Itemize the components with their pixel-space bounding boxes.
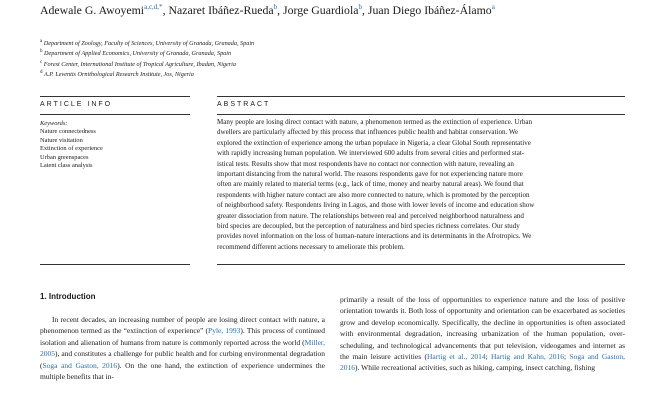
abstract-line: recommend different actions necessary to ameliorate this problem.	[217, 242, 405, 251]
author-name[interactable]: Jorge Guardiola	[283, 2, 359, 17]
abstract-line: dwellers are particularly affected by this process that influences public health and habitat conservation. We	[217, 128, 519, 137]
author-name[interactable]: Nazaret Ibáñez-Rueda	[168, 2, 274, 17]
abstract-line: bird species are decoupled, but the perception of naturalness and bird species richness correlates. Our study	[217, 222, 520, 231]
abstract-line: Many people are losing direct contact with nature, a phenomenon termed as the extinction of experience. Urban	[217, 118, 533, 126]
citation-link[interactable]: Miller, 2005	[40, 337, 325, 359]
affiliation-marker: a	[40, 39, 43, 44]
author-list	[40, 0, 640, 18]
abstract-line: important distancing from the natural world. The reasons respondents gave for not experiencing nature more	[217, 170, 523, 179]
body-text: ), and constitutes a challenge for public health and for curbing environmental degradation (	[40, 349, 325, 370]
body-text: In recent decades, an increasing number of people are losing direct contact with nature, a phenomenon termed as the “extinction of experience” (	[40, 315, 325, 336]
section-heading-introduction: 1. Introduction	[40, 292, 96, 301]
abstract-line: istical tests. Results show that most respondents have no contact nor connection with nature, revealing an	[217, 159, 514, 168]
divider	[217, 264, 625, 265]
affiliation-marker: c	[40, 59, 43, 65]
divider	[217, 114, 625, 115]
divider	[40, 264, 190, 265]
citation-link[interactable]: Soga and Gaston, 2016	[42, 360, 118, 370]
abstract-line: respondents with higher nature contact are also more connected to nature, which is promoted by the perception	[217, 190, 530, 199]
author-separator: ,	[277, 2, 283, 17]
affiliation-text: Department of Applied Economics, University of Granada, Granada, Spain	[44, 50, 232, 58]
keyword: Nature visitation	[40, 136, 83, 144]
citation-link[interactable]: Hartig et al., 2014	[426, 352, 486, 362]
affiliation-text: Forest Center, International Institute of Tropical Agriculture, Ibadan, Nigeria	[43, 60, 236, 68]
abstract-line: greater dissociation from nature. The relationships between real and perceived neighborhood naturalness and	[217, 211, 524, 220]
author-affiliation-marker[interactable]: a	[491, 3, 495, 11]
author-separator: ,	[361, 2, 368, 17]
affiliation-text: Department of Zoology, Faculty of Sciences, University of Granada, Granada, Spain	[43, 40, 255, 48]
affiliation	[40, 48, 640, 58]
author-name[interactable]: Adewale G. Awoyemi	[40, 2, 145, 17]
keyword: Extinction of experience	[40, 145, 103, 153]
abstract-line: of neighborhood safety. Respondents living in Lagos, and those with lower levels of income and education show	[217, 201, 535, 210]
author-separator: ,	[162, 2, 169, 17]
body-text: ). While recreational activities, such as hiking, camping, insect catching, fishing	[355, 363, 595, 373]
keywords-block	[40, 120, 190, 170]
author-affiliation-marker[interactable]: b	[358, 3, 362, 11]
body-text: ). This process of continued isolation and alienation of humans from nature is commonly reported across the world (	[40, 326, 325, 347]
keyword: Urban greenspaces	[40, 153, 89, 161]
divider	[40, 96, 190, 97]
abstract-line: explored the extinction of experience among the urban populace in Nigeria, a clear Global South representative	[217, 138, 531, 147]
body-text: ;	[485, 352, 491, 362]
author-affiliation-marker[interactable]: b	[273, 3, 278, 11]
divider	[40, 114, 190, 115]
affiliation	[40, 69, 640, 79]
affiliation-marker: d	[40, 70, 43, 76]
abstract-body	[217, 117, 625, 252]
body-column-left	[40, 314, 325, 382]
author-affiliation-marker[interactable]: a,c,d,*	[144, 3, 163, 11]
body-column-right	[340, 294, 625, 374]
abstract-line: provides novel information on the loss of human-nature interactions and its determinants in the Afrotropics. We	[217, 232, 532, 241]
affiliation	[40, 59, 640, 69]
article-info-heading: ARTICLE INFO	[40, 101, 113, 108]
abstract-line: often are mainly related to material terms (e.g., lack of time, money and nearby natural areas). We found that	[217, 180, 524, 189]
affiliation-list	[40, 38, 640, 79]
keyword: Nature connectedness	[40, 128, 96, 136]
citation-link[interactable]: Soga and Gaston, 2016	[340, 352, 625, 373]
affiliation-marker: b	[40, 49, 43, 55]
body-text: ). On the one hand, the extinction of experience undermines the multiple benefits that in-	[40, 360, 325, 382]
keywords-title: Keywords:	[40, 120, 68, 127]
citation-link[interactable]: Hartig and Kahn, 2016	[491, 352, 565, 362]
affiliation	[40, 38, 640, 48]
abstract-heading: ABSTRACT	[217, 101, 271, 108]
affiliation-text: A.P. Leventis Ornithological Research Institute, Jos, Nigeria	[43, 71, 194, 79]
body-text: primarily a result of the loss of opportunities to experience nature and the loss of positive orientation towards it. Both loss of opportunity and orientation can be exacerbated as societies grow and develop economically. Specifically, the decline in opportunities is often associated with environmental degradation, increasing urbanization of the human population, over-scheduling, and technological advancements that put television, videogames and internet as the main leisure activities (	[340, 295, 625, 362]
citation-link[interactable]: Pyle, 1993	[208, 326, 241, 336]
divider	[217, 96, 625, 97]
abstract-line: with rapidly increasing human population. We interviewed 600 adults from several cities and performed stat-	[217, 149, 525, 158]
keyword: Latent class analysis	[40, 162, 93, 170]
author-name[interactable]: Juan Diego Ibáñez-Álamo	[367, 2, 492, 17]
body-text: ;	[564, 352, 570, 362]
